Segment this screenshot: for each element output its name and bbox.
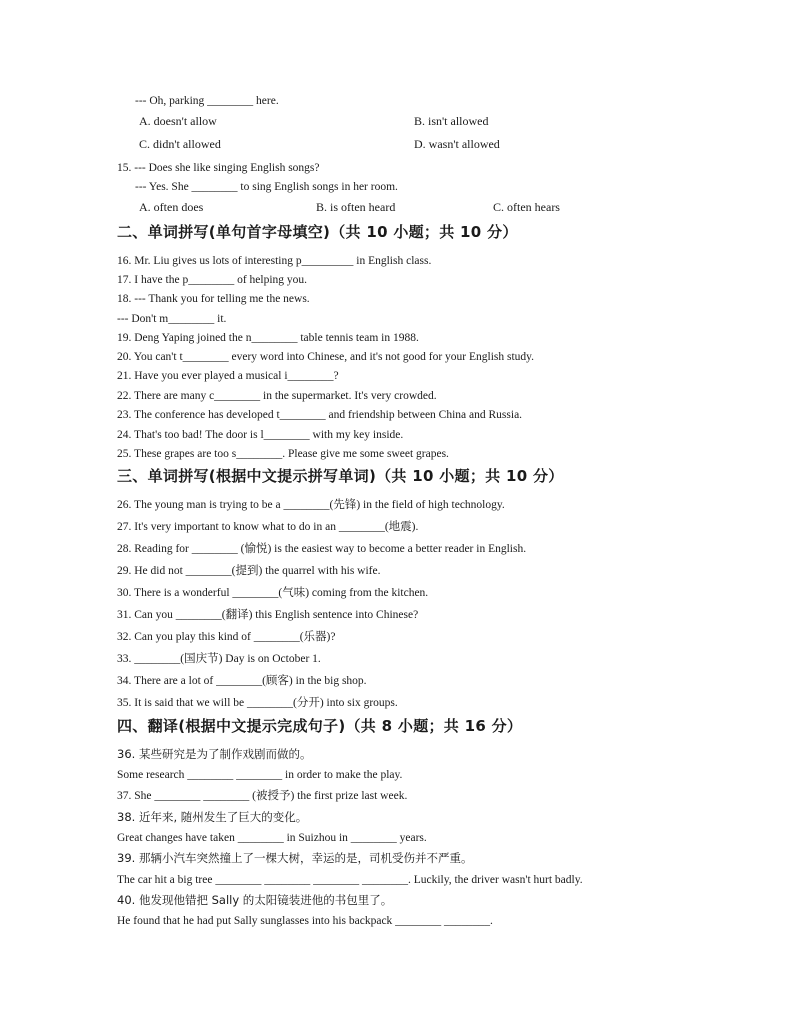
q31-line: 31. Can you ________(翻译) this English sentence into Chinese? (117, 609, 419, 621)
q21-line: 21. Have you ever played a musical i________? (117, 370, 339, 382)
section4-heading: 四、翻译(根据中文提示完成句子)（共 8 小题；共 16 分） (117, 717, 523, 735)
q37-line: 37. She ________ ________ (被授予) the first prize last week. (117, 790, 408, 802)
q40-chinese: 40. 他发现他错把 Sally 的太阳镜装进他的书包里了。 (117, 893, 393, 907)
q40-english: He found that he had put Sally sunglasses into his backpack ________ ________. (117, 915, 493, 927)
q15-option-b: B. is often heard (316, 200, 396, 214)
q23-line: 23. The conference has developed t________ and friendship between China and Russia. (117, 409, 523, 421)
q33-line: 33. ________(国庆节) Day is on October 1. (117, 653, 321, 665)
q38-english: Great changes have taken ________ in Suizhou in ________ years. (117, 832, 427, 844)
q17-line: 17. I have the p________ of helping you. (117, 274, 308, 286)
q30-line: 30. There is a wonderful ________(气味) coming from the kitchen. (117, 587, 429, 599)
q14-option-d: D. wasn't allowed (414, 137, 500, 151)
q15-option-a: A. often does (139, 200, 204, 214)
q19-line: 19. Deng Yaping joined the n________ table tennis team in 1988. (117, 332, 419, 344)
q39-english: The car hit a big tree ________ ________ ________ ________. Luckily, the driver wasn't hurt badly. (117, 874, 583, 886)
q39-chinese: 39. 那辆小汽车突然撞上了一棵大树，幸运的是，司机受伤并不严重。 (117, 851, 473, 865)
q14-option-a: A. doesn't allow (139, 114, 217, 128)
section3-heading: 三、单词拼写(根据中文提示拼写单词)（共 10 小题；共 10 分） (117, 467, 564, 485)
q24-line: 24. That's too bad! The door is l________ with my key inside. (117, 429, 404, 441)
q29-line: 29. He did not ________(提到) the quarrel with his wife. (117, 565, 381, 577)
q26-line: 26. The young man is trying to be a ________(先锋) in the field of high technology. (117, 499, 505, 511)
q38-chinese: 38. 近年来, 随州发生了巨大的变化。 (117, 810, 308, 824)
q25-line: 25. These grapes are too s________. Please give me some sweet grapes. (117, 448, 449, 460)
q22-line: 22. There are many c________ in the supermarket. It's very crowded. (117, 390, 437, 402)
q20-line: 20. You can't t________ every word into Chinese, and it's not good for your English study. (117, 351, 535, 363)
q35-line: 35. It is said that we will be ________(分开) into six groups. (117, 697, 398, 709)
q28-line: 28. Reading for ________ (愉悦) is the easiest way to become a better reader in English. (117, 543, 527, 555)
q16-line: 16. Mr. Liu gives us lots of interesting p_________ in English class. (117, 255, 432, 267)
q18-reply-line: --- Don't m________ it. (117, 313, 227, 325)
q14-line: --- Oh, parking ________ here. (135, 95, 279, 107)
q18-line: 18. --- Thank you for telling me the news. (117, 293, 310, 305)
q14-option-b: B. isn't allowed (414, 114, 489, 128)
q34-line: 34. There are a lot of ________(顾客) in the big shop. (117, 675, 367, 687)
q36-chinese: 36. 某些研究是为了制作戏剧而做的。 (117, 747, 312, 761)
q36-english: Some research ________ ________ in order to make the play. (117, 769, 403, 781)
q14-option-c: C. didn't allowed (139, 137, 221, 151)
q15-option-c: C. often hears (493, 200, 560, 214)
q15-question: 15. --- Does she like singing English songs? (117, 162, 320, 174)
section2-heading: 二、单词拼写(单句首字母填空)（共 10 小题；共 10 分） (117, 223, 518, 241)
q27-line: 27. It's very important to know what to do in an ________(地震). (117, 521, 419, 533)
q15-answer-line: --- Yes. She ________ to sing English songs in her room. (135, 181, 398, 193)
q32-line: 32. Can you play this kind of ________(乐器)? (117, 631, 336, 643)
